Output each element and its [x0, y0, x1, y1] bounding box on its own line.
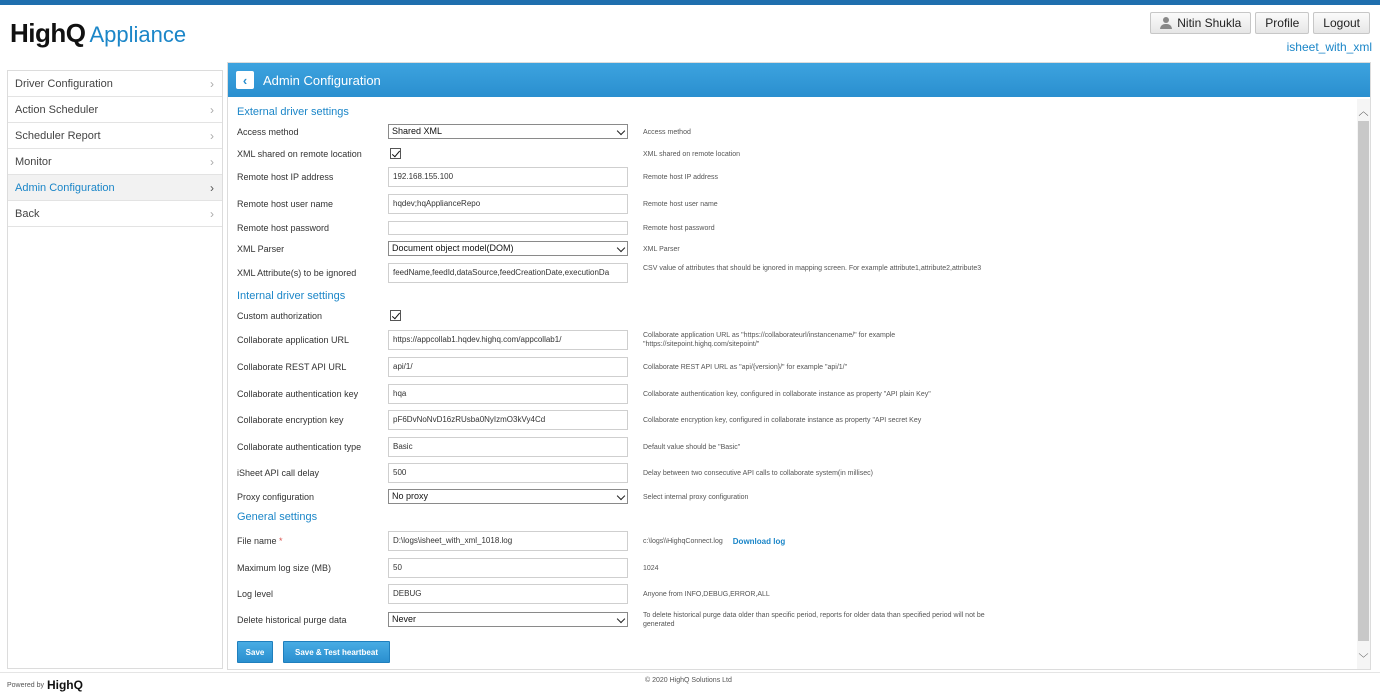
profile-button[interactable]: Profile	[1255, 12, 1309, 34]
remote-ip-input[interactable]: 192.168.155.100	[388, 167, 628, 187]
field-label: XML Parser	[237, 244, 285, 254]
field-label: Access method	[237, 127, 299, 137]
field-label: XML Attribute(s) to be ignored	[237, 268, 357, 278]
field-label: iSheet API call delay	[237, 468, 320, 478]
field-label: Collaborate encryption key	[237, 415, 344, 425]
field-label: Collaborate authentication type	[237, 442, 362, 452]
row-file-name	[237, 531, 1347, 551]
field-label: Proxy configuration	[237, 492, 315, 502]
log-level-input[interactable]: DEBUG	[388, 584, 628, 604]
chevron-right-icon: ›	[210, 128, 214, 143]
field-hint: Collaborate application URL as "https://collaborateurl/instancename/" for example "https://sitepoint.highq.com/sitepoint/"	[643, 332, 896, 348]
field-label: Delete historical purge data	[237, 615, 347, 625]
back-button[interactable]	[236, 71, 254, 89]
header-actions	[1150, 12, 1370, 34]
row-access-method	[237, 122, 1347, 142]
row-custom-auth	[237, 306, 1347, 326]
download-log-link[interactable]: Download log	[732, 536, 786, 546]
max-log-input[interactable]: 50	[388, 558, 628, 578]
select-value: No proxy	[392, 491, 429, 501]
sidebar-item-label: Admin Configuration	[15, 181, 115, 194]
logo-product: Appliance	[89, 22, 187, 47]
scroll-thumb[interactable]	[1358, 121, 1369, 641]
row-api-delay	[237, 463, 1347, 483]
row-collab-enckey	[237, 410, 1347, 430]
select-value: Never	[392, 614, 417, 624]
sidebar-item-label: Driver Configuration	[15, 77, 113, 90]
section-internal: Internal driver settings	[237, 290, 346, 302]
select-value: Shared XML	[392, 126, 443, 136]
collab-authtype-input[interactable]: Basic	[388, 437, 628, 457]
row-remote-ip	[237, 167, 1347, 187]
field-hint: Remote host password	[643, 224, 715, 232]
field-hint: Remote host IP address	[643, 173, 718, 181]
custom-auth-checkbox[interactable]	[390, 310, 401, 321]
field-hint: XML shared on remote location	[643, 150, 741, 158]
chevron-right-icon: ›	[210, 154, 214, 169]
xml-attributes-input[interactable]: feedName,feedId,dataSource,feedCreationDate,executionDa	[388, 263, 628, 283]
row-log-level	[237, 584, 1347, 604]
sidebar-item-action-scheduler[interactable]	[8, 97, 222, 123]
field-hint	[643, 531, 1003, 551]
sidebar	[7, 70, 223, 669]
footer	[0, 672, 1380, 692]
row-xml-attributes	[237, 263, 1347, 283]
row-remote-password	[237, 218, 1347, 238]
field-hint: Default value should be "Basic"	[643, 443, 741, 451]
field-hint: Collaborate REST API URL as "api/{version}/" for example "api/1/"	[643, 363, 848, 371]
sidebar-item-admin-configuration[interactable]	[8, 175, 222, 201]
sidebar-item-driver-configuration[interactable]	[8, 71, 222, 97]
logo-brand: HighQ	[10, 18, 86, 48]
sidebar-item-label: Back	[15, 207, 40, 220]
scroll-up-icon[interactable]: ︿	[1358, 107, 1369, 118]
sidebar-item-label: Action Scheduler	[15, 103, 99, 116]
collab-url-input[interactable]: https://appcollab1.hqdev.highq.com/appcollab1/	[388, 330, 628, 350]
xml-shared-checkbox[interactable]	[390, 148, 401, 159]
select-value: Document object model(DOM)	[392, 243, 514, 253]
row-purge	[237, 610, 1347, 630]
field-label: Log level	[237, 589, 274, 599]
field-label: Remote host password	[237, 223, 330, 233]
panel-header	[228, 63, 1370, 97]
collab-enckey-input[interactable]: pF6DvNoNvD16zRUsba0NyIzmO3kVy4Cd	[388, 410, 628, 430]
file-name-input[interactable]: D:\logs\isheet_with_xml_1018.log	[388, 531, 628, 551]
field-label: Collaborate authentication key	[237, 389, 359, 399]
save-button[interactable]: Save	[237, 641, 273, 663]
sidebar-item-label: Monitor	[15, 155, 52, 168]
proxy-select[interactable]	[388, 489, 628, 504]
save-test-heartbeat-button[interactable]: Save & Test heartbeat	[283, 641, 390, 663]
chevron-down-icon	[617, 245, 625, 253]
chevron-down-icon	[617, 493, 625, 501]
field-label: Collaborate REST API URL	[237, 362, 347, 372]
section-external: External driver settings	[237, 106, 349, 118]
sidebar-item-label: Scheduler Report	[15, 129, 101, 142]
field-hint: Access method	[643, 128, 691, 136]
field-label: Remote host user name	[237, 199, 334, 209]
top-accent-bar	[0, 0, 1380, 5]
field-hint: CSV value of attributes that should be ignored in mapping screen. For example attribute1,attribute2,attribute3	[643, 265, 982, 272]
sidebar-item-scheduler-report[interactable]	[8, 123, 222, 149]
hint-text: c:\logs\\HighqConnect.log	[643, 537, 723, 545]
section-general: General settings	[237, 511, 318, 523]
chevron-left-icon: ‹	[242, 72, 248, 88]
workspace-link[interactable]: isheet_with_xml	[1286, 40, 1372, 54]
field-hint: Collaborate encryption key, configured in collaborate instance as property "API secret Key	[643, 416, 922, 424]
field-label	[237, 531, 283, 551]
row-collab-url	[237, 330, 1347, 350]
required-marker: *	[279, 536, 283, 546]
row-xml-parser	[237, 239, 1347, 259]
field-label: Custom authorization	[237, 311, 323, 321]
page-title: Admin Configuration	[263, 72, 381, 88]
field-hint: Delay between two consecutive API calls to collaborate system(in millisec)	[643, 469, 873, 477]
logout-button[interactable]: Logout	[1313, 12, 1370, 34]
footer-logo: HighQ	[46, 678, 83, 692]
chevron-down-icon	[617, 128, 625, 136]
chevron-right-icon: ›	[210, 206, 214, 221]
chevron-right-icon: ›	[210, 180, 214, 195]
field-hint: XML Parser	[643, 245, 680, 253]
sidebar-item-monitor[interactable]	[8, 149, 222, 175]
row-max-log	[237, 558, 1347, 578]
field-hint: Collaborate authentication key, configured in collaborate instance as property "API plain Key"	[643, 390, 931, 398]
sidebar-item-back[interactable]	[8, 201, 222, 227]
field-hint: Remote host user name	[643, 200, 718, 208]
access-method-select[interactable]	[388, 124, 628, 139]
row-remote-user	[237, 194, 1347, 214]
api-delay-input[interactable]: 500	[388, 463, 628, 483]
row-collab-authkey	[237, 384, 1347, 404]
field-label: Remote host IP address	[237, 172, 334, 182]
remote-password-input[interactable]	[388, 221, 628, 235]
collab-rest-input[interactable]: api/1/	[388, 357, 628, 377]
remote-user-input[interactable]: hqdev;hqApplianceRepo	[388, 194, 628, 214]
field-hint: 1024	[643, 564, 659, 572]
field-hint: Anyone from INFO,DEBUG,ERROR,ALL	[643, 590, 770, 598]
powered-by	[7, 678, 83, 692]
scroll-down-icon[interactable]: ﹀	[1358, 654, 1369, 665]
row-collab-authtype	[237, 437, 1347, 457]
purge-select[interactable]	[388, 612, 628, 627]
user-icon	[1160, 17, 1172, 29]
field-hint: Select internal proxy configuration	[643, 493, 749, 501]
user-name: Nitin Shukla	[1177, 16, 1242, 30]
field-label: Collaborate application URL	[237, 335, 350, 345]
copyright: © 2020 HighQ Solutions Ltd	[645, 677, 732, 684]
chevron-right-icon: ›	[210, 102, 214, 117]
chevron-right-icon: ›	[210, 76, 214, 91]
row-collab-rest	[237, 357, 1347, 377]
row-xml-shared	[237, 144, 1347, 164]
powered-by-text: Powered by	[7, 681, 44, 689]
field-label: Maximum log size (MB)	[237, 563, 332, 573]
field-label-text: File name	[237, 536, 277, 546]
field-label: XML shared on remote location	[237, 149, 362, 159]
app-logo	[10, 18, 186, 49]
row-proxy	[237, 487, 1347, 507]
collab-authkey-input[interactable]: hqa	[388, 384, 628, 404]
user-button[interactable]	[1150, 12, 1251, 34]
xml-parser-select[interactable]	[388, 241, 628, 256]
chevron-down-icon	[617, 616, 625, 624]
field-hint: To delete historical purge data older than specific period, reports for older data than specified period will not be generated	[643, 612, 985, 628]
vertical-scrollbar[interactable]	[1357, 99, 1370, 669]
